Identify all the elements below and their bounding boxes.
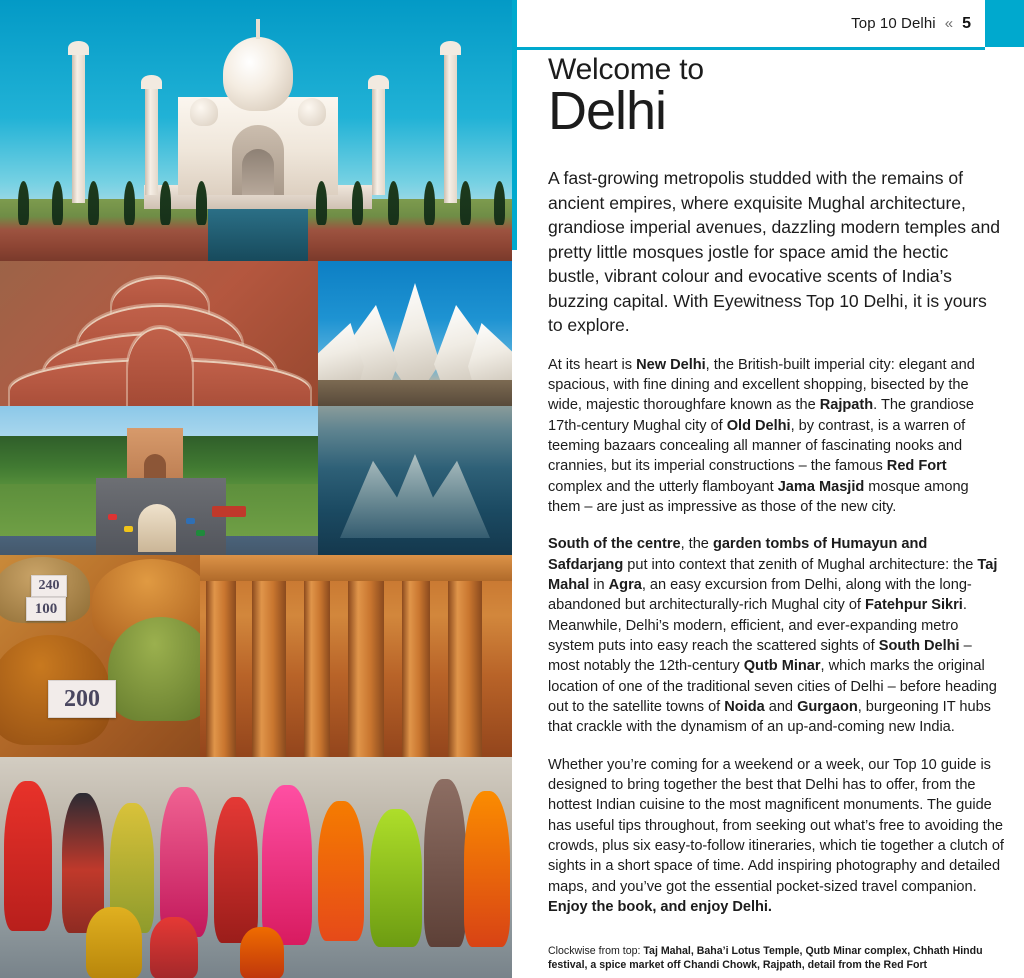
body-text-run: , burgeoning IT hubs that crackle with the dynamism of an up-and-coming new India. (548, 699, 991, 736)
photo-chhath-festival (0, 757, 512, 978)
highlighted-term: Qutb Minar (743, 658, 821, 675)
header-rule (512, 47, 985, 50)
cypress-tree (18, 181, 29, 225)
caption-lead: Clockwise from top: (548, 944, 644, 957)
price-sign: 240 (31, 575, 67, 597)
minaret-3 (372, 87, 385, 195)
highlighted-term: garden tombs of Humayun and Safdarjang (548, 536, 928, 573)
highlighted-term: Enjoy the book, and enjoy Delhi. (548, 899, 772, 916)
text-panel (512, 0, 1024, 978)
body-text-run: mosque among them – are just as impressive as those of the new city. (548, 478, 969, 515)
cypress-tree (160, 181, 171, 225)
highlighted-term: Gurgaon (797, 699, 858, 716)
devotee (150, 917, 198, 978)
body-text-run: . The grandiose 17th-century Mughal city of (548, 397, 974, 434)
lawn-left (0, 484, 108, 536)
welcome-kicker: Welcome to (548, 53, 704, 86)
caption-subjects: Taj Mahal, Baha’i Lotus Temple, Qutb Minar complex, Chhath Hindu festival, a spice market off Chandi Chowk, Rajpath, detail from the Red Fort (548, 944, 983, 971)
header-title: Top 10 Delhi (851, 15, 936, 32)
highlighted-term: Old Delhi (726, 417, 791, 434)
devotee (86, 907, 142, 978)
reflecting-pool (208, 209, 308, 261)
carved-column (348, 555, 384, 757)
photo-lotus-temple-pool (318, 406, 512, 555)
vehicle (108, 514, 117, 520)
lede-paragraph: A fast-growing metropolis studded with the remains of ancient empires, where exquisite Mughal architecture, grandiose imperial avenues, dazzling modern temples and pretty little mosques jostle for space amid the hectic bustle, vibrant colour and evocative scents of India’s buzzing capital. With Eyewitness Top 10 Delhi, it is yours to explore. (548, 168, 1001, 336)
body-text-run: , the (680, 536, 713, 553)
body-text-run: in (589, 577, 609, 593)
body-text-run: Whether you’re coming for a weekend or a week, our Top 10 guide is designed to bring together the best that Delhi has to offer, from the hottest Indian cuisine to the most magnificent monuments. The guide has useful tips throughout, from seeking out what’s free to avoiding the crowds, plus six easy-to-follow itineraries, which tie together a clutch of sights in a short space of time. Add inspiring photography and detailed maps, and you’ve got the essential pocket-sized travel companion. (548, 756, 1004, 895)
cypress-tree (316, 181, 327, 225)
devotee (160, 787, 208, 937)
article-content (548, 54, 1004, 972)
devotee (424, 779, 466, 947)
body-text-run: , by contrast, is a warren of teeming bazaars concealing all manner of fascinating nooks and crannies, but its imperial constructions – the famous (548, 417, 966, 475)
main-dome (223, 37, 293, 111)
devotee (464, 791, 510, 947)
photo-rajpath (0, 406, 318, 555)
running-header (512, 0, 985, 47)
temple-reflection (340, 454, 490, 538)
body-text-run: and (764, 699, 798, 716)
cypress-tree (88, 181, 99, 225)
cypress-tree (352, 181, 363, 225)
body-text-run: , the British-built imperial city: elegant and spacious, with fine dining and excellent shopping, bisected by the wide, majestic thoroughfare known as the (548, 356, 975, 414)
highlighted-term: Noida (724, 699, 765, 716)
cypress-tree (494, 181, 505, 225)
auto-rickshaw (196, 530, 205, 536)
highlighted-term: Rajpath (819, 397, 874, 414)
page-number: 5 (962, 14, 971, 32)
small-dome-left (190, 98, 218, 126)
price-sign: 200 (48, 680, 116, 718)
highlighted-term: Agra (608, 577, 642, 593)
carved-column (448, 555, 482, 757)
cypress-tree (388, 181, 399, 225)
cypress-tree (52, 181, 63, 225)
devotee (262, 785, 312, 945)
vehicle (124, 526, 133, 532)
highlighted-term: Red Fort (886, 458, 947, 475)
highlighted-term: Taj Mahal (548, 556, 998, 593)
vehicle (186, 518, 195, 524)
photo-lotus-temple (318, 261, 512, 406)
scallop-arch-inner (128, 327, 192, 406)
cypress-tree (196, 181, 207, 225)
highlighted-term: New Delhi (636, 356, 706, 373)
highlighted-term: Jama Masjid (777, 478, 865, 495)
chhatri-kiosk (138, 504, 176, 552)
minaret-1 (72, 53, 85, 203)
body-text-run: , an easy excursion from Delhi, along with the long-abandoned but architecturally-rich Mughal city of (548, 577, 972, 614)
page-title: Delhi (548, 81, 667, 142)
temple-base (318, 380, 512, 406)
devotee (4, 781, 52, 931)
body-text-run: complex and the utterly flamboyant (548, 478, 778, 495)
corner-accent-block (985, 0, 1024, 47)
price-sign: 100 (26, 597, 66, 621)
body-paragraph (548, 755, 1004, 918)
minaret-4 (444, 53, 457, 203)
cypress-tree (124, 181, 135, 225)
devotee (214, 797, 258, 943)
photo-red-fort-detail (0, 261, 318, 406)
body-text-run: put into context that zenith of Mughal architecture: the (623, 556, 978, 573)
carved-column (206, 555, 236, 757)
central-iwan (232, 125, 284, 195)
highlighted-term: South Delhi (878, 638, 960, 655)
photo-caption (548, 944, 1004, 972)
cypress-tree (460, 181, 471, 225)
bus (212, 506, 246, 517)
double-chevron-left-icon: « (944, 15, 954, 32)
body-paragraph (548, 534, 1004, 737)
highlighted-term: Fatehpur Sikri (865, 597, 963, 614)
body-text-run: At its heart is (548, 356, 637, 373)
carved-column (252, 555, 286, 757)
carved-column (402, 555, 430, 757)
carved-column (304, 555, 330, 757)
minaret-2 (145, 87, 158, 195)
highlighted-term: South of the centre (548, 536, 681, 553)
body-text-run: – most notably the 12th-century (548, 638, 972, 675)
devotee (240, 927, 284, 978)
photo-taj-mahal (0, 0, 512, 261)
spice-heap-cardamom (108, 617, 200, 721)
lotus-petal-center (390, 283, 440, 381)
small-dome-right (298, 98, 326, 126)
body-text-run: . Meanwhile, Delhi’s modern, efficient, and ever-expanding metro system puts into easy reach the scattered sights of (548, 597, 967, 655)
body-paragraph (548, 355, 1004, 518)
devotee (370, 809, 422, 947)
photo-qutb-minar (200, 555, 512, 757)
cypress-tree (424, 181, 435, 225)
devotee (318, 801, 364, 941)
column-capitals (200, 555, 512, 581)
photo-spice-market (0, 555, 200, 757)
body-text-run: , which marks the original location of one of the traditional seven cities of Delhi – before heading out to the satellite towns of (548, 658, 997, 716)
